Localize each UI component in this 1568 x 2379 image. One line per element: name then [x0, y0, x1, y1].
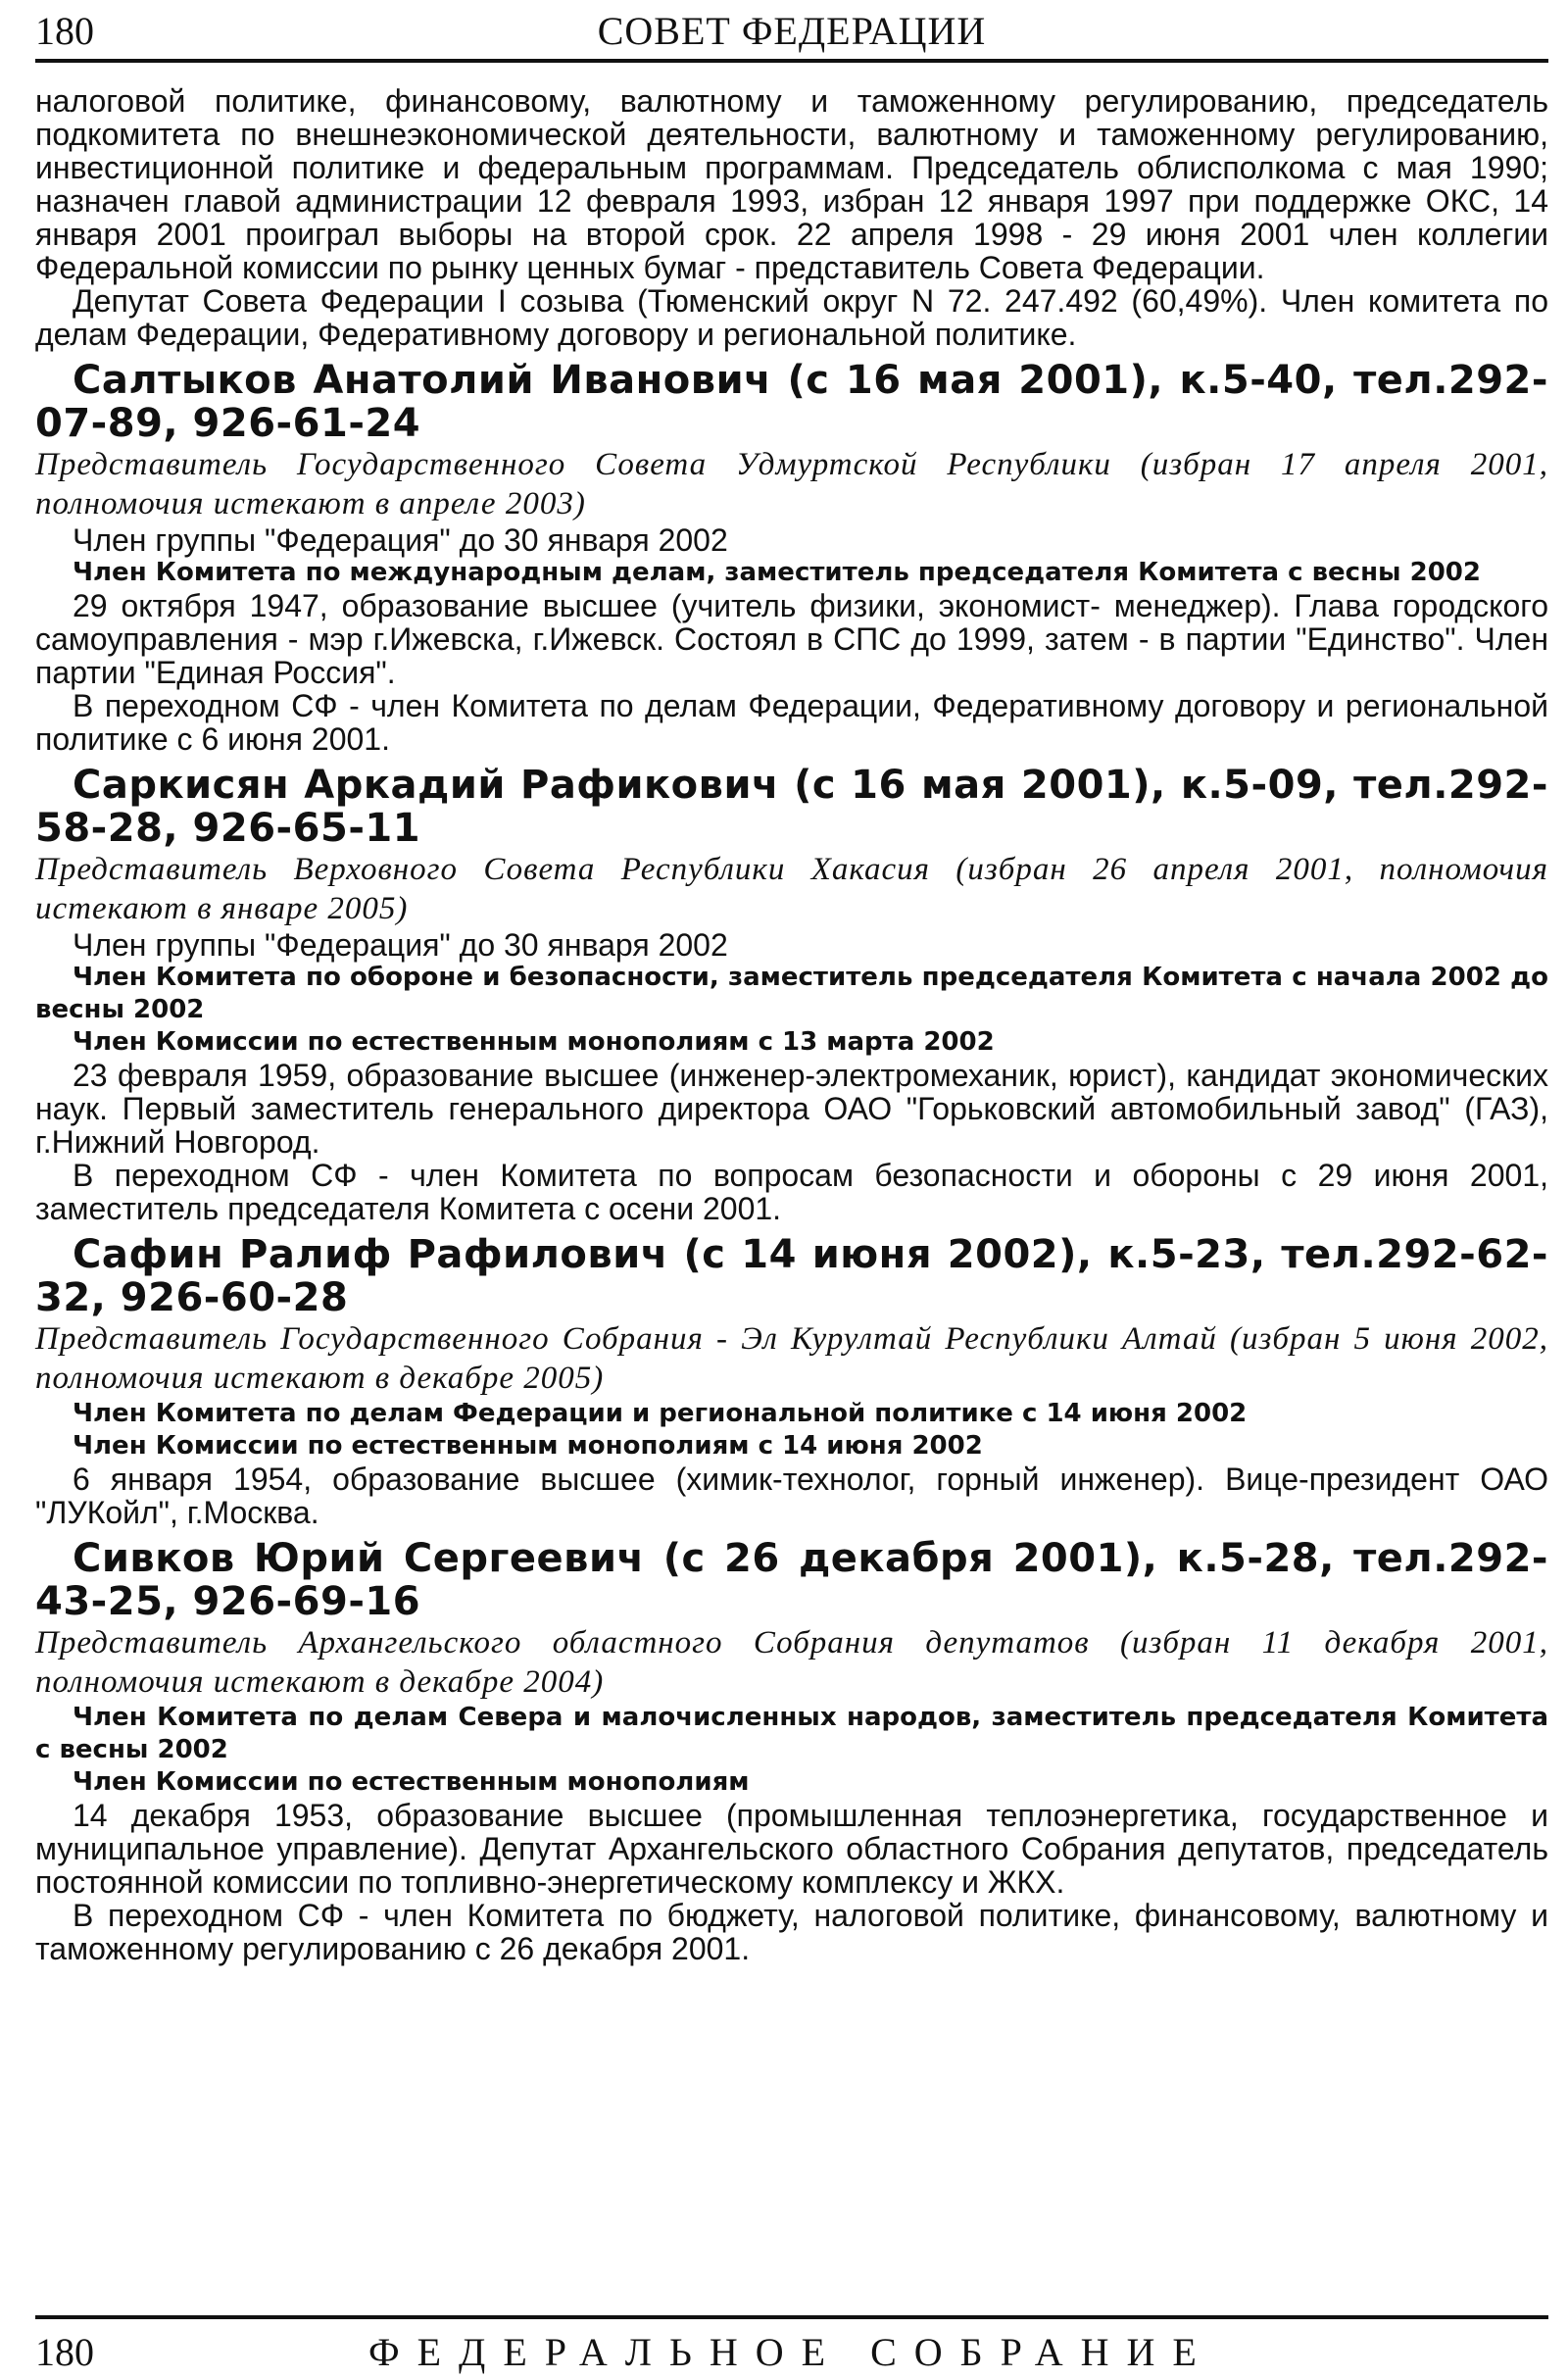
entry-saltykov	[35, 359, 1548, 756]
entry-committee: Член Комитета по делам Федерации и региональной политике с 14 июня 2002	[73, 1399, 1248, 1428]
entry-extra: В переходном СФ - член Комитета по делам Федерации, Федеративному договору и региональной политике с 6 июня 2001.	[35, 688, 1548, 757]
entry-faction: Член группы "Федерация" до 30 января 2002	[73, 522, 728, 558]
header-rule	[35, 59, 1548, 63]
entry-name: Сафин Ралиф Рафилович (с 14 июня 2002), к.5-23, тел.292-62-32, 926-60-28	[35, 1232, 1548, 1320]
entry-role: Представитель Архангельского областного Собрания депутатов (избран 11 декабря 2001, полномочия истекают в декабре 2004)	[35, 1625, 1548, 1700]
footer-title: ФЕДЕРАЛЬНОЕ СОБРАНИЕ	[368, 2330, 1214, 2374]
entry-committee: Член Комиссии по естественным монополиям	[73, 1767, 750, 1797]
entry-committee: Член Комиссии по естественным монополиям с 14 июня 2002	[73, 1431, 983, 1461]
entry-extra: В переходном СФ - член Комитета по бюджету, налоговой политике, финансовому, валютному и таможенному регулированию с 26 декабря 2001.	[35, 1898, 1548, 1966]
entry-bio: 14 декабря 1953, образование высшее (промышленная теплоэнергетика, государственное и муниципальное управление). Депутат Архангельского областного Собрания депутатов, председатель постоянной комиссии по топливно-энергетическому комплексу и ЖКХ.	[35, 1798, 1548, 1900]
entry-sivkov	[35, 1537, 1548, 1965]
intro-paragraph-2: Депутат Совета Федерации I созыва (Тюменский округ N 72. 247.492 (60,49%). Член комитета по делам Федерации, Федеративному договору и региональной политике.	[35, 283, 1548, 352]
page-header	[35, 0, 1548, 67]
page-footer	[35, 2315, 1548, 2374]
entry-role: Представитель Государственного Совета Удмуртской Республики (избран 17 апреля 2001, полномочия истекают в апреле 2003)	[35, 447, 1548, 521]
page-content	[35, 84, 1548, 1965]
entry-bio: 29 октября 1947, образование высшее (учитель физики, экономист- менеджер). Глава городского самоуправления - мэр г.Ижевска, г.Ижевск. Состоял в СПС до 1999, затем - в партии "Единство". Член партии "Единая Россия".	[35, 588, 1548, 690]
entry-extra: В переходном СФ - член Комитета по вопросам безопасности и обороны с 29 июня 2001, заместитель председателя Комитета с осени 2001.	[35, 1158, 1548, 1226]
entry-name: Сивков Юрий Сергеевич (с 26 декабря 2001), к.5-28, тел.292-43-25, 926-69-16	[35, 1536, 1548, 1624]
entry-sarkisyan	[35, 764, 1548, 1225]
entry-name: Салтыков Анатолий Иванович (с 16 мая 2001), к.5-40, тел.292-07-89, 926-61-24	[35, 358, 1548, 446]
entry-committee: Член Комитета по делам Севера и малочисленных народов, заместитель председателя Комитета с весны 2002	[35, 1703, 1548, 1764]
entry-role: Представитель Верховного Совета Республики Хакасия (избран 26 апреля 2001, полномочия истекают в январе 2005)	[35, 852, 1548, 926]
entry-role: Представитель Государственного Собрания - Эл Курултай Республики Алтай (избран 5 июня 2002, полномочия истекают в декабре 2005)	[35, 1321, 1548, 1396]
entry-name: Саркисян Аркадий Рафикович (с 16 мая 2001), к.5-09, тел.292-58-28, 926-65-11	[35, 763, 1548, 851]
entry-faction: Член группы "Федерация" до 30 января 2002	[73, 927, 728, 963]
footer-rule	[35, 2315, 1548, 2319]
entry-bio: 6 января 1954, образование высшее (химик-технолог, горный инженер). Вице-президент ОАО "ЛУКойл", г.Москва.	[35, 1462, 1548, 1530]
entry-committee: Член Комитета по международным делам, заместитель председателя Комитета с весны 2002	[73, 558, 1481, 587]
header-page-number: 180	[35, 9, 94, 53]
entry-safin	[35, 1233, 1548, 1529]
footer-page-number: 180	[35, 2330, 94, 2374]
entry-committee: Член Комиссии по естественным монополиям с 13 марта 2002	[73, 1027, 995, 1057]
header-title: СОВЕТ ФЕДЕРАЦИИ	[597, 9, 987, 53]
entry-committee: Член Комитета по обороне и безопасности, заместитель председателя Комитета с начала 2002 до весны 2002	[35, 963, 1548, 1024]
entry-bio: 23 февраля 1959, образование высшее (инженер-электромеханик, юрист), кандидат экономических наук. Первый заместитель генерального директора ОАО "Горьковский автомобильный завод" (ГАЗ), г.Нижний Новгород.	[35, 1058, 1548, 1160]
intro-paragraph-1: налоговой политике, финансовому, валютному и таможенному регулированию, председатель подкомитета по внешнеэкономической деятельности, валютному и таможенному регулированию, инвестиционной политике и федеральным программам. Председатель облисполкома с мая 1990; назначен главой администрации 12 февраля 1993, избран 12 января 1997 при поддержке ОКС, 14 января 2001 проиграл выборы на второй срок. 22 апреля 1998 - 29 июня 2001 член коллегии Федеральной комиссии по рынку ценных бумаг - представитель Совета Федерации.	[35, 83, 1548, 285]
